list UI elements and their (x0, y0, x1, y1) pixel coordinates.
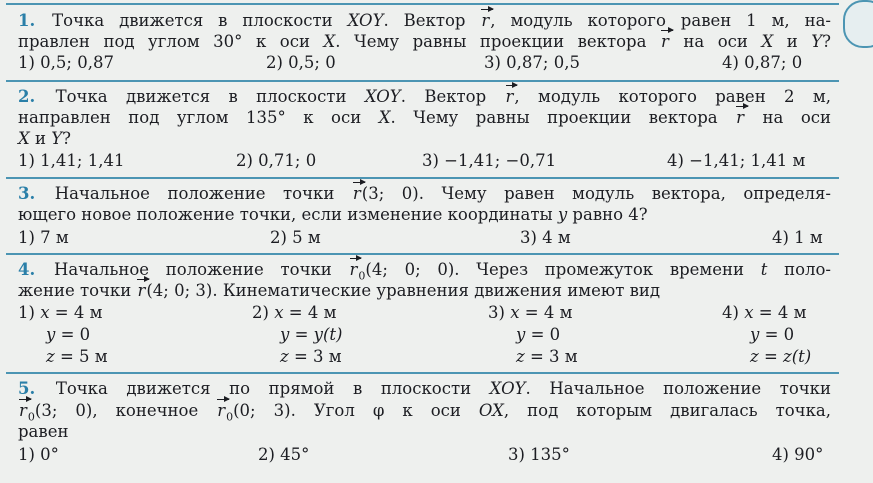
q4-line-1: 4. Начальное положение точки $r_0(4$; 0; 0). Через промежуток времени t поло- (18, 260, 831, 283)
q2-line-3: X и Y? (18, 129, 72, 148)
q1-number: 1. (18, 11, 36, 30)
q3-line-1: 3. Начальное положение точки r(3; 0). Чему равен модуль вектора, определя- (18, 184, 832, 203)
q4-number: 4. (18, 260, 36, 279)
q2-line-2: направлен под углом 135° к оси X. Чему равны проекции вектора r на оси (18, 108, 831, 127)
q5-line-2: $r_0(3$; 0), конечное $r_0(0$; 3). Угол φ к оси OX, под которым двигалась точка, (19, 401, 831, 424)
q2-option-4[interactable]: 4) −1,41; 1,41 м (667, 151, 806, 170)
vector-r: r (481, 11, 490, 30)
vector-r0: r (217, 401, 226, 420)
q4-option-3[interactable]: 3) x = 4 м y = 0 z = 3 м (488, 303, 578, 366)
q1-option-3[interactable]: 3) 0,87; 0,5 (484, 53, 580, 72)
q3-option-3[interactable]: 3) 4 м (520, 228, 571, 247)
q1-option-2[interactable]: 2) 0,5; 0 (266, 53, 336, 72)
vector-r0: r (349, 260, 358, 279)
q1-option-4[interactable]: 4) 0,87; 0 (722, 53, 803, 72)
q5-option-1[interactable]: 1) 0° (18, 445, 59, 464)
q2-option-3[interactable]: 3) −1,41; −0,71 (422, 151, 557, 170)
q5-line-3: равен (18, 422, 69, 441)
q3-line-2: ющего новое положение точки, если изменение координаты y равно 4? (18, 205, 648, 224)
vector-r: r (352, 184, 361, 203)
divider (6, 372, 839, 374)
vector-r: r (505, 87, 514, 106)
divider (6, 253, 839, 255)
q5-option-2[interactable]: 2) 45° (258, 445, 310, 464)
vector-r0: r (19, 401, 27, 420)
q2-number: 2. (18, 87, 36, 106)
q5-line-1: 5. Точка движется по прямой в плоскости XOY. Начальное положение точки (18, 379, 831, 398)
q3-option-4[interactable]: 4) 1 м (772, 228, 823, 247)
q4-option-1[interactable]: 1) x = 4 м y = 0 z = 5 м (18, 303, 108, 366)
q4-option-2[interactable]: 2) x = 4 м y = y(t) z = 3 м (252, 303, 343, 366)
divider (6, 3, 839, 5)
q2-option-2[interactable]: 2) 0,71; 0 (236, 151, 317, 170)
q1-option-1[interactable]: 1) 0,5; 0,87 (18, 53, 114, 72)
vector-r: r (660, 32, 669, 51)
q5-number: 5. (18, 379, 36, 398)
page-corner-badge (843, 0, 873, 48)
vector-r: r (137, 281, 146, 300)
q1-line-1: 1. Точка движется в плоскости XOY. Вектор r, модуль которого равен 1 м, на- (18, 11, 832, 30)
divider (6, 177, 839, 179)
q5-option-4[interactable]: 4) 90° (772, 445, 824, 464)
q4-option-4[interactable]: 4) x = 4 м y = 0 z = z(t) (722, 303, 812, 366)
q1-line-2: правлен под углом 30° к оси X. Чему равны проекции вектора r на оси X и Y? (18, 32, 831, 51)
q4-line-2: жение точки r(4; 0; 3). Кинематические уравнения движения имеют вид (18, 281, 661, 300)
q5-option-3[interactable]: 3) 135° (508, 445, 570, 464)
q3-option-2[interactable]: 2) 5 м (270, 228, 321, 247)
q3-number: 3. (18, 184, 36, 203)
vector-r: r (736, 108, 744, 127)
divider (6, 80, 839, 82)
q3-option-1[interactable]: 1) 7 м (18, 228, 69, 247)
q2-line-1: 2. Точка движется в плоскости XOY. Вектор r, модуль которого равен 2 м, (18, 87, 832, 106)
q2-option-1[interactable]: 1) 1,41; 1,41 (18, 151, 125, 170)
